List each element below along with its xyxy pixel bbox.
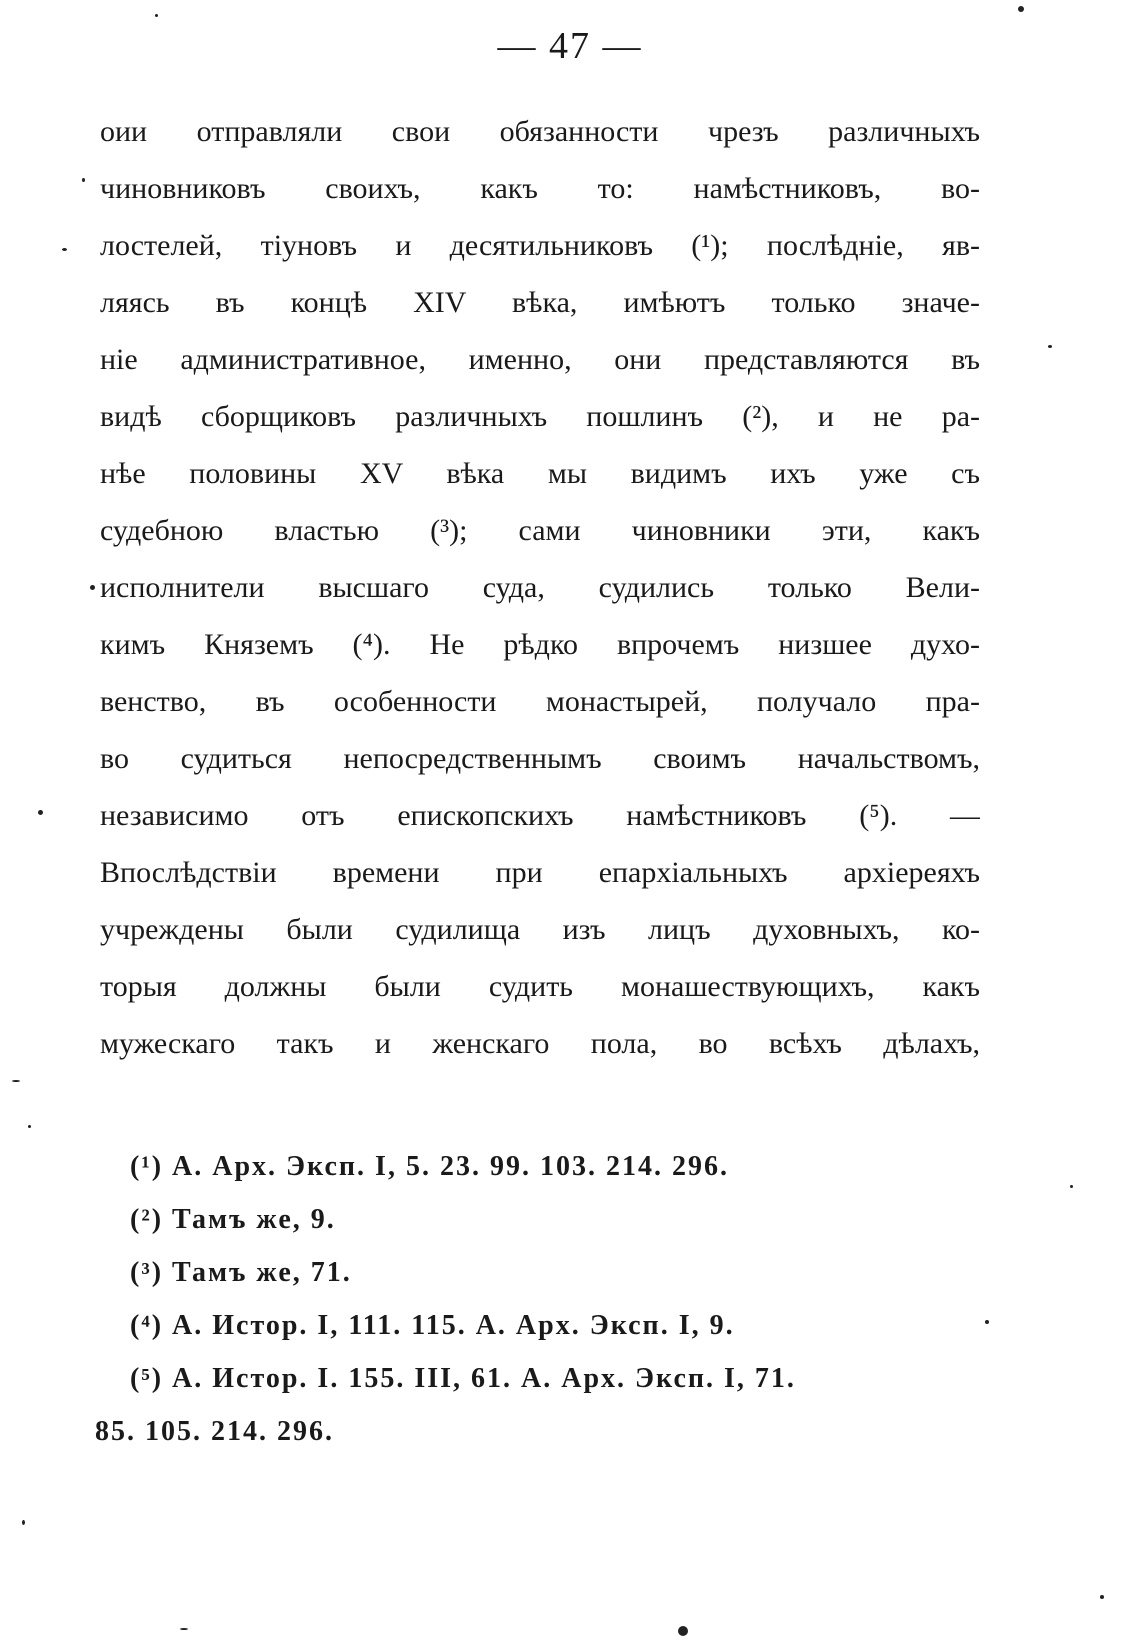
text-line: кимъ Княземъ (⁴). Не рѣдко впрочемъ низшее духо- [100, 628, 980, 661]
footnote: (⁵) А. Истор. I. 155. III, 61. А. Арх. Эксп. I, 71. [130, 1363, 796, 1394]
footnotes [95, 1140, 975, 1458]
footnote: (⁴) А. Истор. I, 111. 115. А. Арх. Эксп. I, 9. [130, 1310, 735, 1341]
text-line: лостелей, тіуновъ и десятильниковъ (¹); послѣдніе, яв- [100, 229, 980, 262]
text-line: исполнители высшаго суда, судились только Вели- [100, 571, 980, 604]
scan-speck [90, 585, 95, 590]
scan-speck [22, 1520, 25, 1525]
scan-speck [1048, 345, 1052, 348]
text-line: ляясь въ концѣ XIV вѣка, имѣютъ только значе- [100, 286, 980, 319]
text-line: торыя должны были судить монашествующихъ, какъ [100, 970, 980, 1003]
text-line: ніе административное, именно, они представляются въ [100, 343, 980, 376]
scan-speck [985, 1320, 989, 1324]
scan-speck [62, 248, 67, 251]
text-line: оии отправляли свои обязанности чрезъ различныхъ [100, 115, 980, 148]
scan-speck [28, 1125, 31, 1128]
text-line: чиновниковъ своихъ, какъ то: намѣстниковъ, во- [100, 172, 980, 205]
scan-speck [1070, 1185, 1073, 1188]
scan-speck [82, 178, 85, 182]
scan-speck [38, 810, 43, 815]
text-line: учреждены были судилища изъ лицъ духовныхъ, ко- [100, 913, 980, 946]
footnote: (²) Тамъ же, 9. [130, 1204, 336, 1235]
text-line: венство, въ особенности монастырей, получало пра- [100, 685, 980, 718]
scan-speck [12, 1080, 20, 1082]
text-line: судебною властью (³); сами чиновники эти, какъ [100, 514, 980, 547]
footnote: (³) Тамъ же, 71. [130, 1257, 352, 1288]
scan-speck [180, 1628, 188, 1630]
scan-speck [678, 1626, 688, 1636]
text-line: Впослѣдствіи времени при епархіальныхъ архіереяхъ [100, 856, 980, 889]
scan-speck [1018, 6, 1024, 12]
page-number: — 47 — [497, 25, 643, 67]
body-text [100, 103, 980, 1072]
footnote-continuation: 85. 105. 214. 296. [95, 1416, 334, 1447]
text-line: нѣе половины XV вѣка мы видимъ ихъ уже съ [100, 457, 980, 490]
text-line: мужескаго такъ и женскаго пола, во всѣхъ дѣлахъ, [100, 1027, 980, 1060]
text-line: независимо отъ епископскихъ намѣстниковъ (⁵). — [100, 799, 980, 832]
footnote: (¹) А. Арх. Эксп. I, 5. 23. 99. 103. 214. 296. [130, 1151, 729, 1182]
scan-speck [155, 14, 158, 17]
scan-speck [1100, 1595, 1104, 1599]
text-line: видѣ сборщиковъ различныхъ пошлинъ (²), и не ра- [100, 400, 980, 433]
text-line: во судиться непосредственнымъ своимъ начальствомъ, [100, 742, 980, 775]
